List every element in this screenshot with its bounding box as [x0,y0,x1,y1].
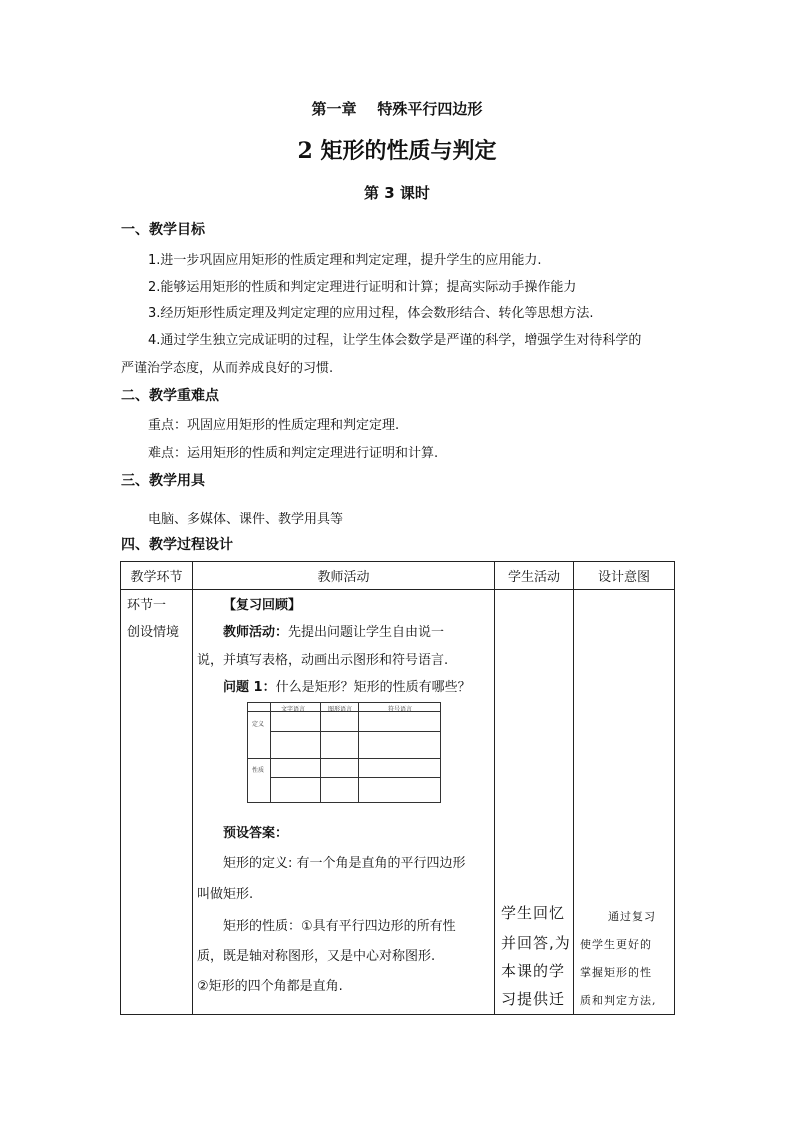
student-line-3: 本课的学 [501,962,566,980]
definition-line-1: 矩形的定义: 有一个角是直角的平行四边形 [223,856,466,871]
mini-col-symbol: 符号语言 [388,706,413,713]
section-heading-process: 四、教学过程设计 [121,537,233,553]
intent-line-3: 掌握矩形的性 [580,966,652,979]
goal-item-1: 1.进一步巩固应用矩形的性质定理和判定定理，提升学生的应用能力. [148,253,542,268]
header-student: 学生活动 [495,562,574,590]
header-intent: 设计意图 [574,562,675,590]
goal-item-4-cont: 严谨治学态度，从而养成良好的习惯. [121,361,334,376]
question-line [223,676,471,695]
question-label: 问题 1： [223,680,276,695]
property-line-2: 质，既是轴对称图形，又是中心对称图形. [197,949,436,964]
section-heading-goals: 一、教学目标 [121,222,205,238]
mini-row-definition: 定义 [252,721,265,728]
mini-col-text: 文字语言 [281,706,306,713]
key-point: 重点：巩固应用矩形的性质定理和判定定理. [148,418,400,433]
tools-text: 电脑、多媒体、课件、教学用具等 [148,512,344,527]
intent-line-1: 通过复习 [608,910,656,923]
review-label: 【复习回顾】 [223,598,302,613]
section-heading-keypoints: 二、教学重难点 [121,388,219,404]
goal-item-2: 2.能够运用矩形的性质和判定定理进行证明和计算；提高实际动手操作能力 [148,280,577,295]
activity-text: 先提出问题让学生自由说一 [288,625,445,640]
intent-line-2: 使学生更好的 [580,938,652,951]
intent-cell [574,590,675,1015]
student-line-4: 习提供迁 [501,990,566,1008]
intent-line-4: 质和判定方法, [580,994,657,1007]
student-line-1: 学生回忆 [501,904,566,922]
question-text: 什么是矩形？矩形的性质有哪些？ [275,680,471,695]
section-heading-tools: 三、教学用具 [121,473,205,489]
header-stage: 教学环节 [121,562,193,590]
rectangle-summary-table [247,702,441,803]
mini-col-figure: 图形语言 [328,706,353,713]
goal-item-4: 4.通过学生独立完成证明的过程，让学生体会数学是严谨的科学，增强学生对待科学的 [148,333,642,348]
activity-line-1 [223,621,444,640]
lesson-number: 第 3 课时 [364,184,430,202]
difficult-point: 难点：运用矩形的性质和判定定理进行证明和计算. [148,446,439,461]
page-title: 2 矩形的性质与判定 [297,138,497,164]
stage-cell [121,590,193,1015]
mini-row-property: 性质 [252,767,265,774]
property-line-3: ②矩形的四个角都是直角. [197,979,343,994]
activity-line-2: 说，并填写表格，动画出示图形和符号语言. [197,653,449,668]
answer-label: 预设答案： [223,826,289,841]
property-line-1: 矩形的性质：①具有平行四边形的所有性 [223,919,456,934]
student-cell [495,590,574,1015]
stage-line-1: 环节一 [127,598,167,613]
student-line-2: 并回答,为 [501,934,571,952]
goal-item-3: 3.经历矩形性质定理及判定定理的应用过程，体会数形结合、转化等思想方法. [148,306,594,321]
activity-label: 教师活动： [223,625,289,640]
chapter-title: 第一章 特殊平行四边形 [311,100,483,118]
table-header-row [121,562,675,590]
header-teacher: 教师活动 [193,562,495,590]
stage-line-2: 创设情境 [127,625,180,640]
definition-line-2: 叫做矩形. [197,887,254,902]
